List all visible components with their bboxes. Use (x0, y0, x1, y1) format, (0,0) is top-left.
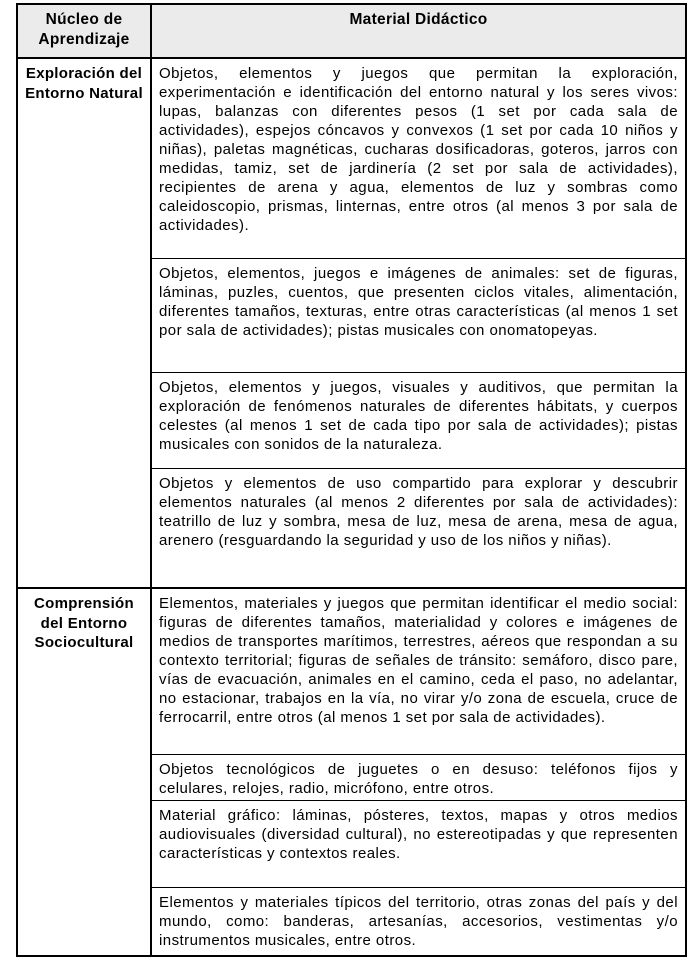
material-didactico-table (16, 3, 687, 957)
material-cells-comprension (152, 589, 685, 955)
table-row-exploracion-entorno-natural (18, 59, 685, 587)
material-cell: Objetos, elementos y juegos, visuales y auditivos, que permitan la exploración de fenómenos naturales de diferentes hábitats, y cuerpos celestes (al menos 1 set de cada tipo por sala de actividades); pistas musicales con sonidos de la naturaleza. (152, 372, 685, 468)
material-cell: Elementos, materiales y juegos que permitan identificar el medio social: figuras de diferentes tamaños, materialidad y colores e imágenes de medios de transportes marítimos, terrestres, aéreos que respondan a su contexto territorial; figuras de señales de tránsito: semáforo, disco pare, vías de evacuación, animales en el camino, ceda el paso, no adelantar, no estacionar, trabajos en la vía, no virar y/o zona de escuela, cruce de ferrocarril, entre otros (al menos 1 set por sala de actividades). (159, 595, 678, 726)
material-cell: Objetos, elementos, juegos e imágenes de animales: set de figuras, láminas, puzles, cuentos, que presenten ciclos vitales, alimentación, diferentes tamaños, texturas, entre otras características (al menos 1 set por sala de actividades); pistas musicales con onomatopeyas. (152, 258, 685, 372)
table-header-row (18, 5, 685, 59)
material-cell: Objetos, elementos y juegos que permitan la exploración, experimentación e identificación del entorno natural y los seres vivos: lupas, balanzas con diferentes pesos (1 set por cada sala de actividades), espejos cóncavos y convexos (1 set por cada 10 niños y niñas), paletas magnéticas, cucharas dosificadoras, goteros, jarros con medidas, tamiz, set de jardinería (2 set por sala de actividades), recipientes de arena y agua, elementos de luz y sombras como caleidoscopio, prismas, linternas, entre otros (al menos 3 por sala de actividades). (159, 65, 678, 234)
table-row-comprension-entorno-sociocultural (18, 587, 685, 955)
material-cell: Material gráfico: láminas, pósteres, textos, mapas y otros medios audiovisuales (diversidad cultural), no estereotipadas y que representen características y contextos reales. (152, 800, 685, 887)
header-cell-nucleo-de-aprendizaje: Núcleo de Aprendizaje (18, 5, 152, 57)
material-cell: Objetos y elementos de uso compartido para explorar y descubrir elementos naturales (al menos 2 diferentes por sala de actividades): teatrillo de luz y sombra, mesa de luz, mesa de arena, mesa de agua, arenero (resguardando la seguridad y uso de los niños y niñas). (152, 468, 685, 587)
nucleo-label-exploracion: Exploración del Entorno Natural (18, 59, 152, 587)
material-cell: Elementos y materiales típicos del territorio, otras zonas del país y del mundo, como: banderas, artesanías, accesorios, vestimentas y/o instrumentos musicales, entre otros. (152, 887, 685, 955)
nucleo-label-comprension: Comprensión del Entorno Sociocultural (18, 589, 152, 955)
material-cells-exploracion (152, 59, 685, 587)
header-cell-material-didactico: Material Didáctico (349, 11, 488, 28)
material-cell: Objetos tecnológicos de juguetes o en desuso: teléfonos fijos y celulares, relojes, radio, micrófono, entre otros. (152, 754, 685, 800)
